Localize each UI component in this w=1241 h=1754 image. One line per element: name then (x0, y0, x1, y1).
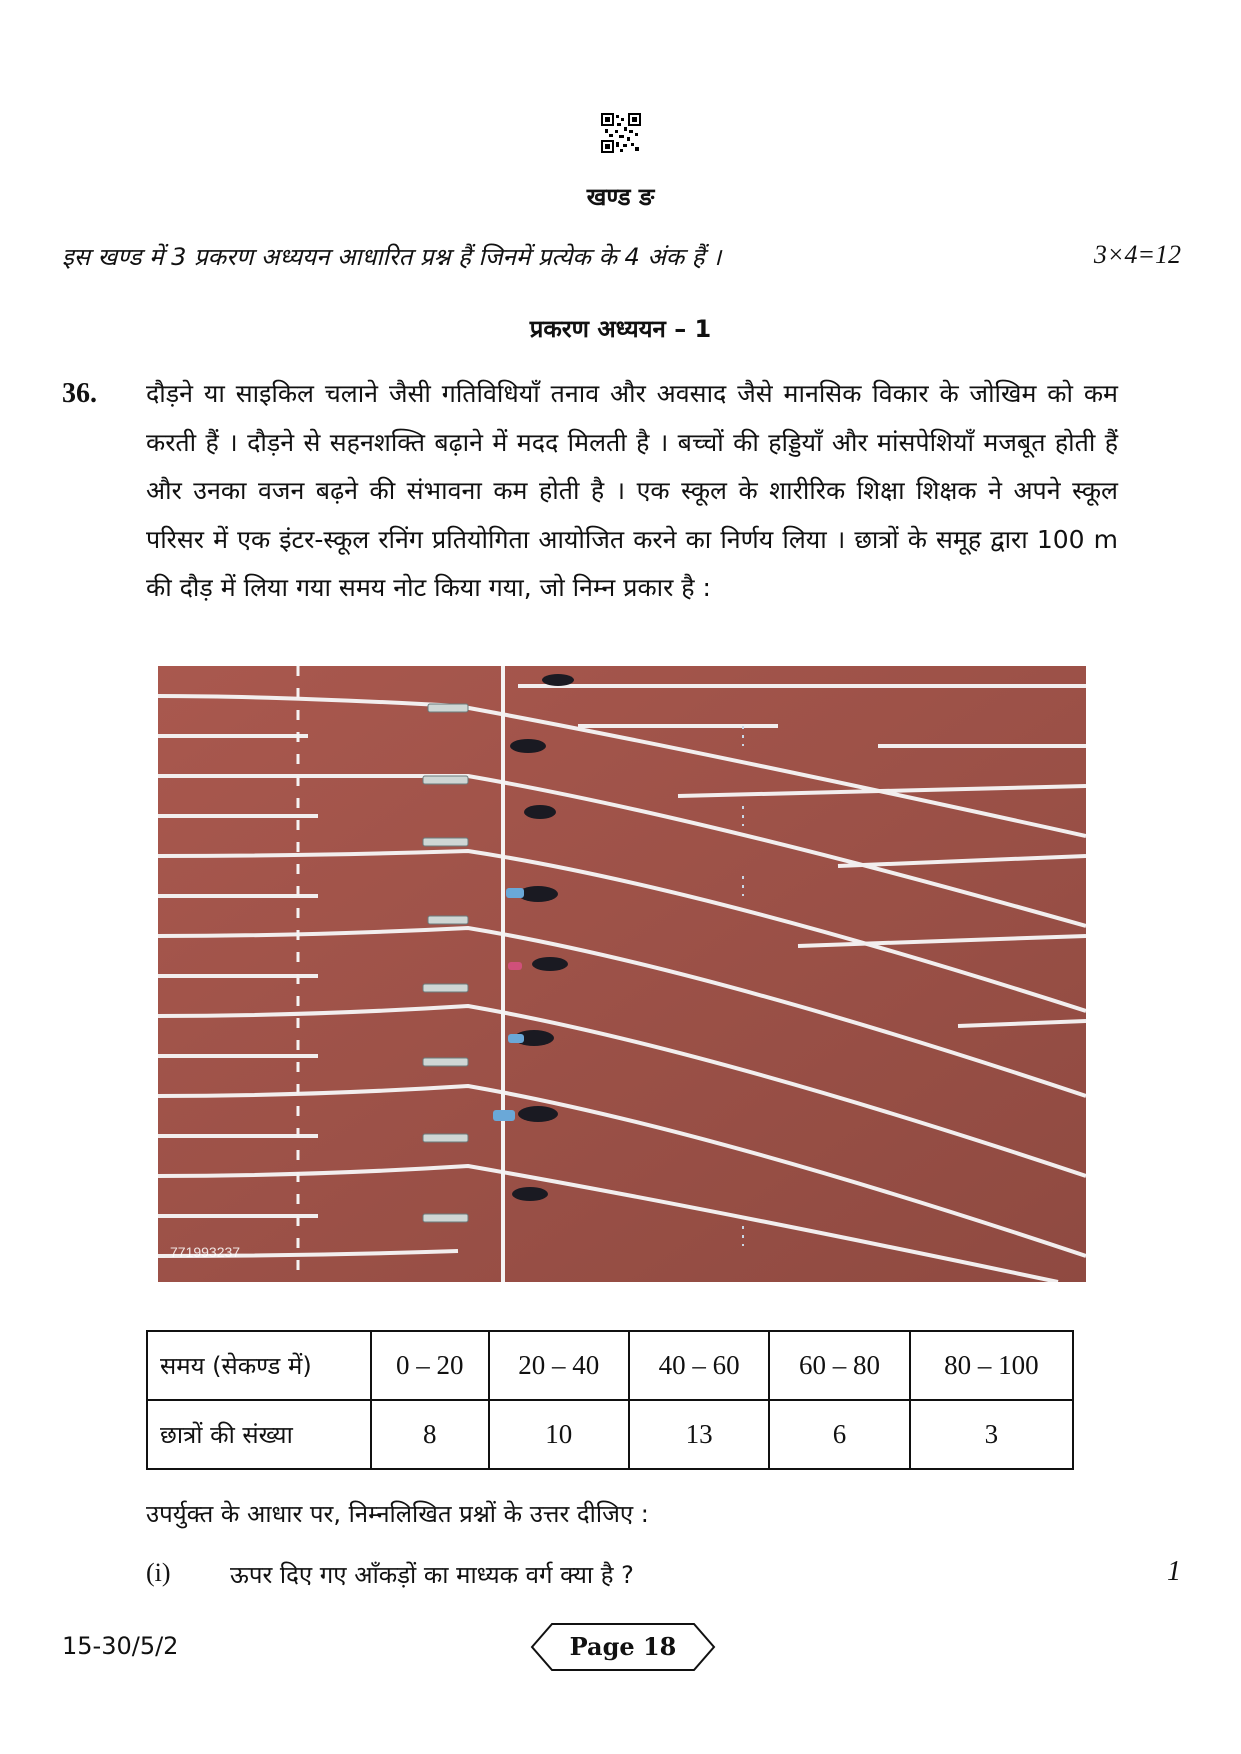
section-title: खण्ड ङ (586, 183, 655, 211)
section-marks: 3×4=12 (1093, 240, 1181, 269)
subquestion-marks: 1 (1167, 1556, 1181, 1587)
page-number-box (530, 1622, 716, 1672)
page-number: Page 18 (569, 1632, 677, 1661)
table-row-students (147, 1400, 1073, 1469)
question-number: 36. (62, 378, 97, 409)
questions-lead: उपर्युक्त के आधार पर, निम्नलिखित प्रश्नों के उत्तर दीजिए : (146, 1500, 649, 1528)
table-cell: 40 – 60 (629, 1331, 769, 1400)
section-instruction: इस खण्ड में 3 प्रकरण अध्ययन आधारित प्रश्न हैं जिनमें प्रत्येक के 4 अंक हैं । (62, 243, 722, 271)
photo-id-watermark: 771993237 (170, 1244, 241, 1260)
row-label-students: छात्रों की संख्या (147, 1400, 371, 1469)
case-study-paragraph: दौड़ने या साइकिल चलाने जैसी गतिविधियाँ तनाव और अवसाद जैसे मानसिक विकार के जोखिम को कम करती हैं । दौड़ने से सहनशक्ति बढ़ाने में मदद मिलती है । बच्चों की हड्डियाँ और मांसपेशियाँ मजबूत होती हैं और उनका वजन बढ़ने की संभावना कम होती है । एक स्कूल के शारीरिक शिक्षा शिक्षक ने अपने स्कूल परिसर में एक इंटर-स्कूल रनिंग प्रतियोगिता आयोजित करने का निर्णय लिया । छात्रों के समूह द्वारा 100 m की दौड़ में लिया गया समय नोट किया गया, जो निम्न प्रकार है : (146, 379, 1118, 602)
table-cell: 60 – 80 (769, 1331, 909, 1400)
table-cell: 6 (769, 1400, 909, 1469)
subquestion-number: (i) (146, 1558, 171, 1587)
table-cell: 8 (371, 1400, 489, 1469)
table-cell: 10 (489, 1400, 629, 1469)
qr-code (601, 113, 641, 153)
table-cell: 80 – 100 (910, 1331, 1073, 1400)
table-row-time (147, 1331, 1073, 1400)
row-label-time: समय (सेकण्ड में) (147, 1331, 371, 1400)
table-cell: 0 – 20 (371, 1331, 489, 1400)
table-cell: 20 – 40 (489, 1331, 629, 1400)
paper-code: 15-30/5/2 (62, 1632, 179, 1660)
running-track-photo (158, 666, 1086, 1282)
case-study-title: प्रकरण अध्ययन – 1 (529, 315, 712, 343)
frequency-table (146, 1330, 1074, 1470)
table-cell: 13 (629, 1400, 769, 1469)
subquestion-text: ऊपर दिए गए आँकड़ों का माध्यक वर्ग क्या है ? (230, 1561, 634, 1589)
table-cell: 3 (910, 1400, 1073, 1469)
